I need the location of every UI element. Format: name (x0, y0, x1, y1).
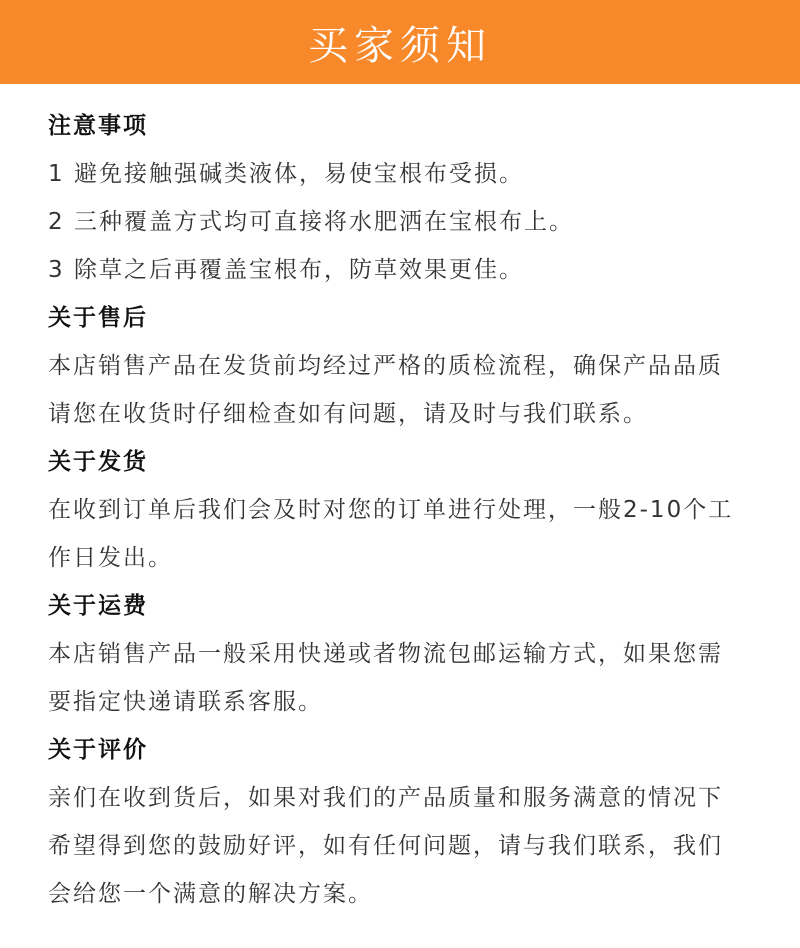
section-line: 要指定快递请联系客服。 (48, 689, 323, 715)
section-line: 希望得到您的鼓励好评，如有任何问题，请与我们联系，我们 (48, 833, 723, 859)
section-line: 作日发出。 (48, 545, 173, 571)
section-after-sales (48, 294, 760, 438)
section-precautions (48, 102, 760, 294)
section-title: 关于发货 (48, 449, 148, 475)
section-line: 亲们在收到货后，如果对我们的产品质量和服务满意的情况下 (48, 785, 723, 811)
notice-content (0, 84, 800, 918)
section-reviews (48, 726, 760, 918)
section-line: 本店销售产品在发货前均经过严格的质检流程，确保产品品质 (48, 353, 723, 379)
section-title: 关于售后 (48, 305, 148, 331)
section-line: 本店销售产品一般采用快递或者物流包邮运输方式，如果您需 (48, 641, 723, 667)
page-title: 买家须知 (308, 22, 492, 69)
section-shipping (48, 438, 760, 582)
header-banner (0, 0, 800, 84)
section-title: 关于运费 (48, 593, 148, 619)
section-line: 3 除草之后再覆盖宝根布，防草效果更佳。 (48, 257, 524, 283)
section-shipping-fee (48, 582, 760, 726)
section-line: 2 三种覆盖方式均可直接将水肥洒在宝根布上。 (48, 209, 574, 235)
section-line: 1 避免接触强碱类液体，易使宝根布受损。 (48, 161, 524, 187)
section-title: 关于评价 (48, 737, 148, 763)
section-line: 在收到订单后我们会及时对您的订单进行处理，一般2-10个工 (48, 497, 734, 523)
section-line: 请您在收货时仔细检查如有问题，请及时与我们联系。 (48, 401, 648, 427)
section-line: 会给您一个满意的解决方案。 (48, 881, 373, 907)
section-title: 注意事项 (48, 113, 148, 139)
